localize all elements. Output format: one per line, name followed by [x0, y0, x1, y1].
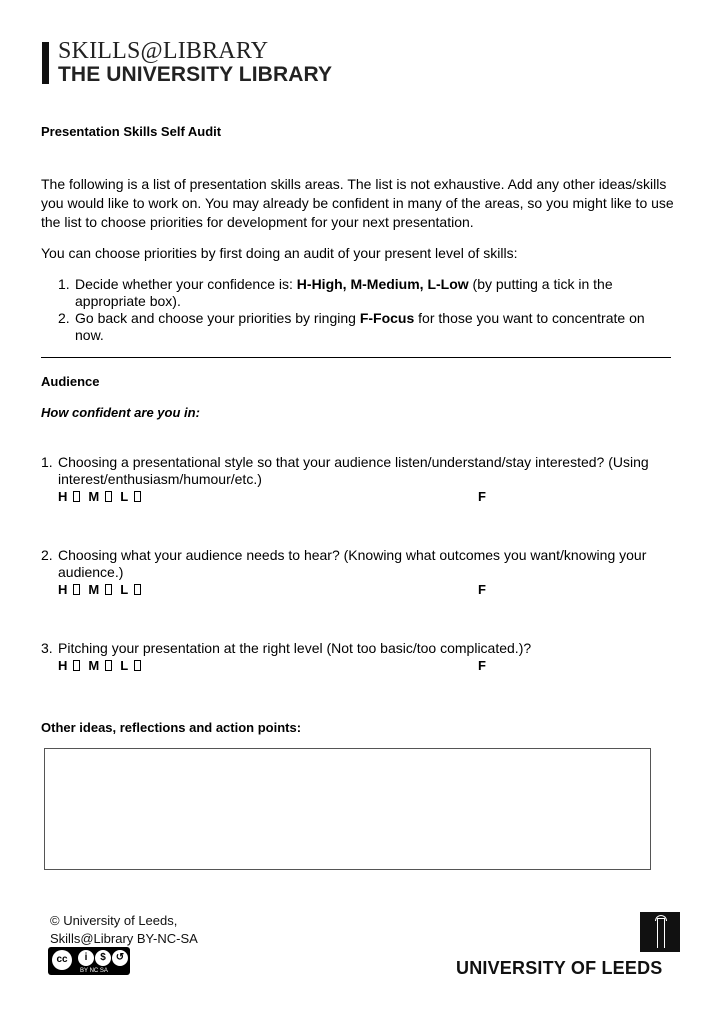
question-text: Pitching your presentation at the right level (Not too basic/too complicated.)? — [58, 640, 532, 656]
question-text: Choosing a presentational style so that your audience listen/understand/stay interested? (Using interest/enthusiasm/humour/etc.) — [58, 454, 649, 487]
logo-skills-library: SKILLS@LIBRARY — [58, 38, 269, 64]
step-text-bold: F-Focus — [359, 310, 415, 326]
step-text: Go back and choose your priorities by ringing — [75, 310, 360, 326]
question-item — [41, 547, 681, 598]
question-text-block — [41, 454, 681, 488]
question-item — [41, 454, 681, 505]
rating-low-checkbox[interactable] — [134, 491, 141, 502]
rating-medium-label: M — [88, 658, 100, 673]
step-number: 2. — [58, 310, 70, 326]
section-heading: Audience — [41, 374, 100, 389]
question-text-block — [41, 640, 681, 657]
rating-low-label: L — [120, 489, 129, 504]
step-text: for those you want to concentrate on now. — [75, 310, 645, 343]
attribution-icon: i — [78, 950, 94, 966]
step-item — [41, 310, 675, 344]
question-text-block — [41, 547, 681, 581]
rating-high-checkbox[interactable] — [73, 584, 80, 595]
intro-paragraph: The following is a list of presentation skills areas. The list is not exhaustive. Add any other ideas/skills you would like to work on. You may already be confident in many of the areas, so you might like to use the list to choose priorities for development for your next presentation. — [41, 176, 674, 230]
question-number: 2. — [41, 547, 53, 563]
question-text: Choosing what your audience needs to hear? (Knowing what outcomes you want/knowing your audience.) — [58, 547, 647, 580]
license-line: Skills@Library BY-NC-SA — [50, 931, 198, 946]
rating-high-label: H — [58, 582, 68, 597]
focus-marker[interactable]: F — [478, 489, 486, 504]
steps-list — [41, 276, 675, 344]
step-item — [41, 276, 675, 310]
noncommercial-icon: $ — [95, 950, 111, 966]
question-item — [41, 640, 681, 674]
page-title: Presentation Skills Self Audit — [41, 124, 222, 139]
intro-paragraph-2: You can choose priorities by first doing an audit of your present level of skills: — [41, 245, 518, 261]
cc-badge-sub: BY NC SA — [80, 968, 108, 974]
rating-medium-checkbox[interactable] — [105, 584, 112, 595]
rating-low-checkbox[interactable] — [134, 584, 141, 595]
rating-medium-label: M — [88, 582, 100, 597]
rating-medium-checkbox[interactable] — [105, 491, 112, 502]
cc-icon: cc — [52, 950, 72, 970]
rating-row — [58, 488, 681, 505]
section-subheading: How confident are you in: — [41, 405, 200, 420]
other-ideas-heading: Other ideas, reflections and action points: — [41, 720, 302, 735]
question-number: 1. — [41, 454, 53, 470]
rating-low-label: L — [120, 658, 129, 673]
rating-low-label: L — [120, 582, 129, 597]
step-number: 1. — [58, 276, 70, 292]
copyright-notice — [50, 912, 198, 948]
divider — [41, 357, 671, 358]
copyright-line: © University of Leeds, — [50, 913, 178, 928]
logo-university-library: THE UNIVERSITY LIBRARY — [58, 63, 333, 86]
rating-medium-checkbox[interactable] — [105, 660, 112, 671]
rating-high-label: H — [58, 489, 68, 504]
focus-marker[interactable]: F — [478, 582, 486, 597]
question-number: 3. — [41, 640, 53, 656]
university-name: UNIVERSITY OF LEEDS — [456, 958, 663, 978]
rating-high-checkbox[interactable] — [73, 491, 80, 502]
rating-high-checkbox[interactable] — [73, 660, 80, 671]
rating-row — [58, 581, 681, 598]
notes-box[interactable] — [44, 748, 651, 870]
rating-high-label: H — [58, 658, 68, 673]
focus-marker[interactable]: F — [478, 658, 486, 673]
sharealike-icon: ↺ — [112, 950, 128, 966]
rating-low-checkbox[interactable] — [134, 660, 141, 671]
logo-bar — [42, 42, 49, 84]
step-text-bold: H-High, M-Medium, L-Low — [296, 276, 469, 292]
rating-medium-label: M — [88, 489, 100, 504]
tower-body — [657, 918, 665, 948]
step-text: Decide whether your confidence is: — [75, 276, 297, 292]
step-text: (by putting a tick in the appropriate box). — [75, 276, 613, 309]
cc-license-badge — [48, 947, 130, 975]
university-tower-icon — [640, 912, 680, 952]
rating-row — [58, 657, 681, 674]
